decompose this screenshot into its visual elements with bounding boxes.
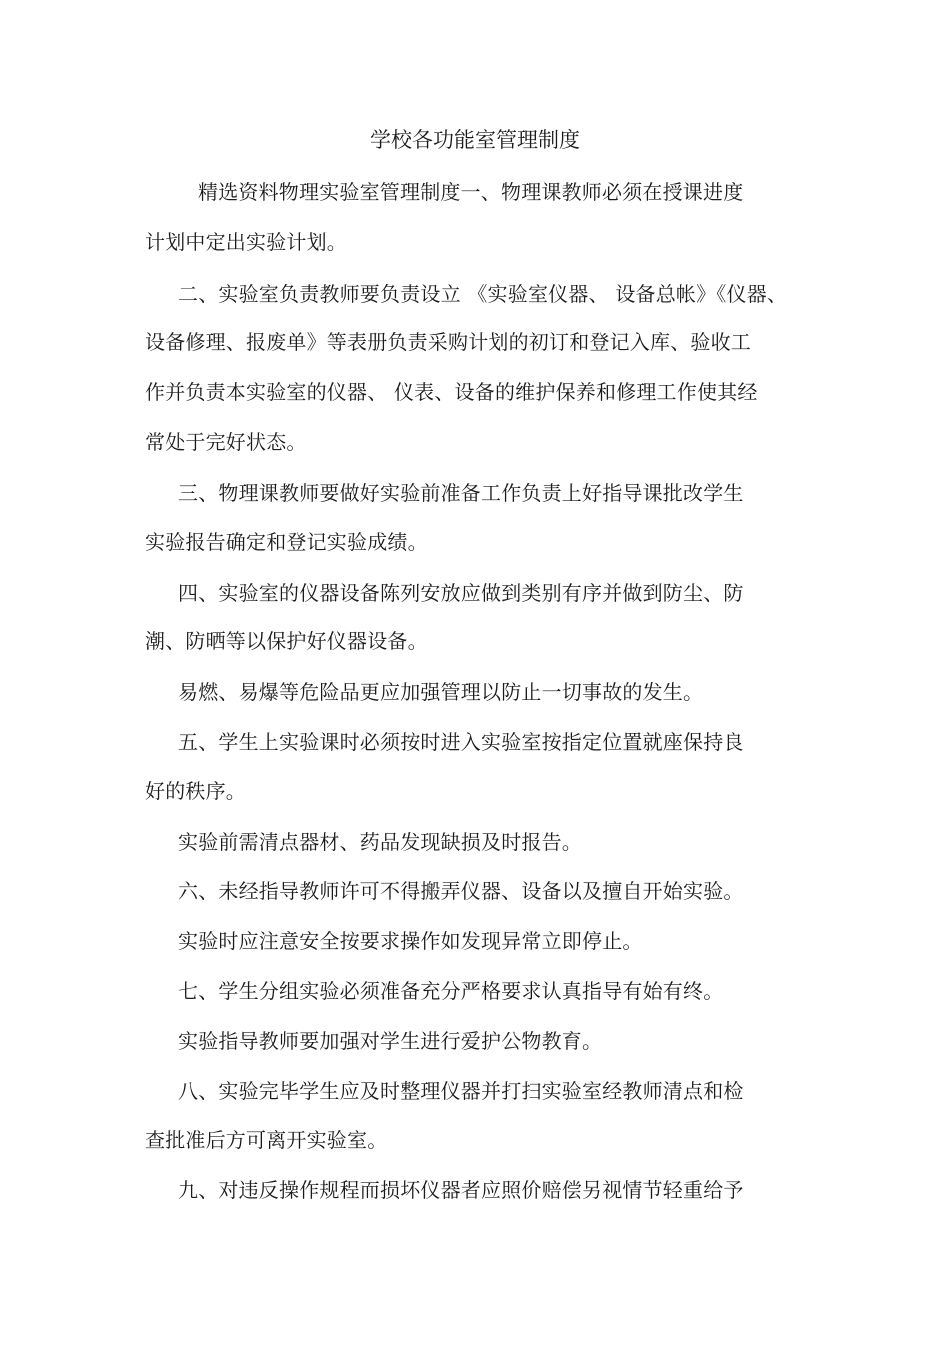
paragraph-line: 潮、防晒等以保护好仪器设备。: [145, 629, 428, 653]
paragraph-line: 五、学生上实验课时必须按时进入实验室按指定位置就座保持良: [178, 730, 744, 754]
paragraph-line: 作并负责本实验室的仪器、 仪表、设备的维护保养和修理工作使其经: [145, 380, 758, 404]
paragraph-line: 实验时应注意安全按要求操作如发现异常立即停止。: [178, 929, 643, 953]
paragraph-line: 七、学生分组实验必须准备充分严格要求认真指导有始有终。: [178, 979, 724, 1003]
paragraph-line: 四、实验室的仪器设备陈列安放应做到类别有序并做到防尘、防: [178, 581, 744, 605]
paragraph-line: 二、实验室负责教师要负责设立 《实验室仪器、 设备总帐》《仪器、: [178, 282, 788, 306]
paragraph-line: 三、物理课教师要做好实验前准备工作负责上好指导课批改学生: [178, 481, 744, 505]
paragraph-line: 九、对违反操作规程而损坏仪器者应照价赔偿另视情节轻重给予: [178, 1178, 744, 1202]
paragraph-line: 六、未经指导教师许可不得搬弄仪器、设备以及擅自开始实验。: [178, 879, 744, 903]
paragraph-line: 设备修理、报废单》等表册负责采购计划的初订和登记入库、验收工: [145, 330, 751, 354]
paragraph-line: 实验前需清点器材、药品发现缺损及时报告。: [178, 830, 582, 854]
paragraph-line: 好的秩序。: [145, 779, 246, 803]
paragraph-line: 计划中定出实验计划。: [145, 230, 347, 254]
paragraph-line: 易燃、易爆等危险品更应加强管理以防止一切事故的发生。: [178, 680, 704, 704]
paragraph-line: 精选资料物理实验室管理制度一、物理课教师必须在授课进度: [198, 180, 744, 204]
paragraph-line: 常处于完好状态。: [145, 430, 307, 454]
paragraph-line: 实验指导教师要加强对学生进行爱护公物教育。: [178, 1029, 603, 1053]
paragraph-line: 八、实验完毕学生应及时整理仪器并打扫实验室经教师清点和检: [178, 1079, 744, 1103]
paragraph-line: 查批准后方可离开实验室。: [145, 1128, 388, 1152]
document-title: 学校各功能室管理制度: [370, 128, 580, 152]
paragraph-line: 实验报告确定和登记实验成绩。: [145, 530, 428, 554]
